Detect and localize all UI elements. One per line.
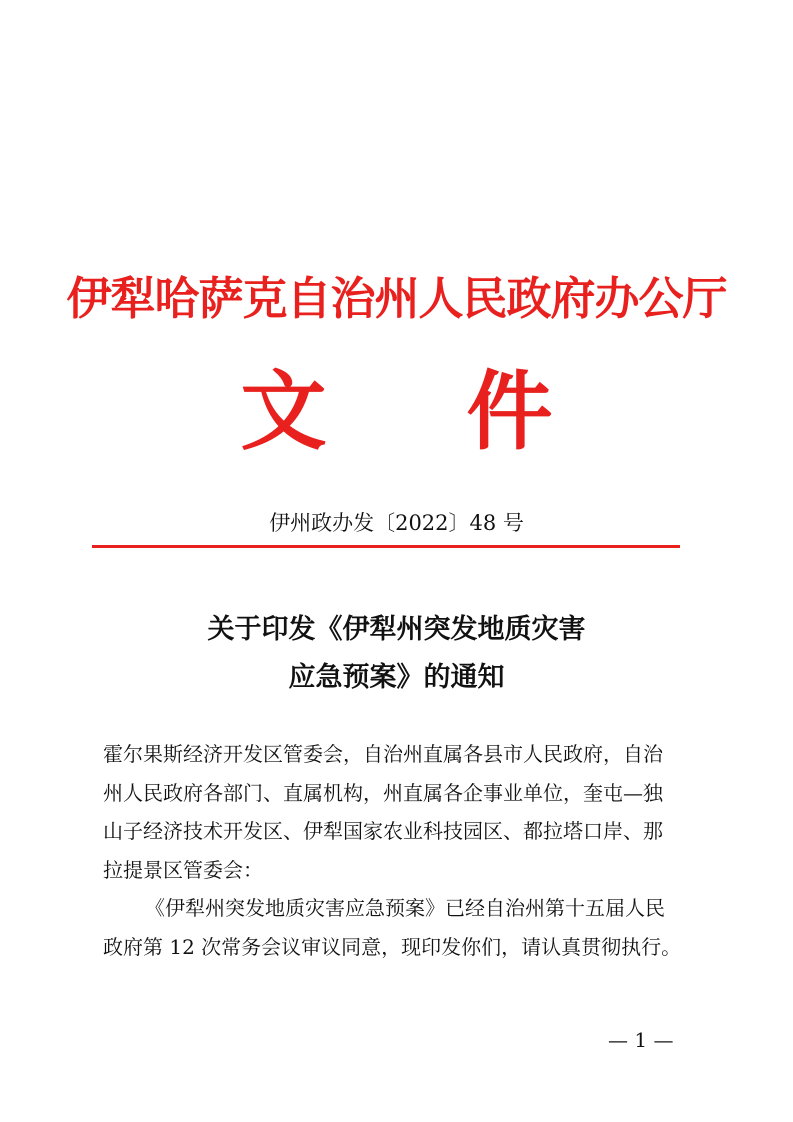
body-line: 《伊犁州突发地质灾害应急预案》已经自治州第十五届人民 — [145, 896, 665, 920]
body-line: 州人民政府各部门、直属机构，州直属各企事业单位，奎屯—独 — [103, 780, 663, 805]
notice-title-line-1: 关于印发《伊犁州突发地质灾害 — [207, 614, 586, 645]
body-line: 政府第 12 次常务会议审议同意，现印发你们，请认真贯彻执行。 — [103, 934, 682, 959]
notice-body — [103, 735, 693, 966]
body-line: 霍尔果斯经济开发区管委会，自治州直属各县市人民政府，自治 — [103, 742, 663, 766]
document-label-char-1: 文 — [240, 361, 327, 462]
notice-title — [0, 606, 793, 702]
body-line: 拉提景区管委会： — [103, 857, 263, 882]
body-line: 山子经济技术开发区、伊犁国家农业科技园区、都拉塔口岸、那 — [103, 819, 663, 843]
notice-title-line-2: 应急预案》的通知 — [288, 662, 505, 693]
document-number: 伊州政办发〔2022〕48 号 — [269, 511, 524, 535]
page-number: — 1 — — [608, 1028, 674, 1052]
red-divider-line — [92, 545, 680, 548]
document-label-char-2: 件 — [466, 361, 553, 462]
issuing-organization-title: 伊犁哈萨克自治州人民政府办公厅 — [66, 272, 727, 325]
document-label — [0, 342, 793, 466]
